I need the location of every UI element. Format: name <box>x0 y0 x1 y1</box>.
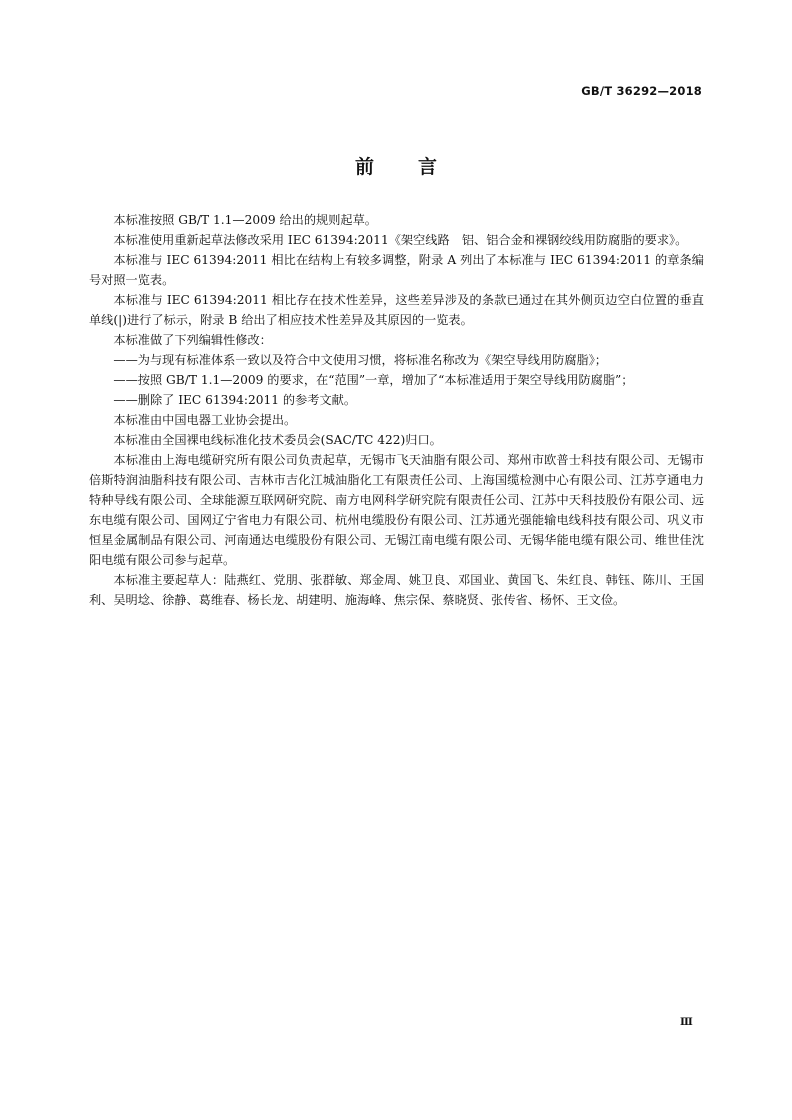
paragraph-editorial-intro: 本标准做了下列编辑性修改： <box>113 333 272 347</box>
standard-code: GB/T 36292—2018 <box>581 84 702 98</box>
foreword-body <box>89 210 704 610</box>
page-title: 前言 <box>354 156 481 178</box>
list-item-editorial-change: ——为与现有标准体系一致以及符合中文使用习惯，将标准名称改为《架空导线用防腐脂》； <box>113 353 607 367</box>
paragraph-committee: 本标准由全国裸电线标准化技术委员会(SAC/TC 422)归口。 <box>113 433 442 447</box>
list-item-editorial-change: ——删除了 IEC 61394:2011 的参考文献。 <box>113 393 357 407</box>
paragraph-drafting-rules: 本标准按照 GB/T 1.1—2009 给出的规则起草。 <box>113 213 377 227</box>
paragraph-drafting-organizations: 本标准由上海电缆研究所有限公司负责起草，无锡市飞天油脂有限公司、郑州市欧普士科技有限公司、无锡市倍斯特润油脂科技有限公司、吉林市吉化江城油脂化工有限责任公司、上海国缆检测中心有限公司、江苏亨通电力特种导线有限公司、全球能源互联网研究院、南方电网科学研究院有限责任公司、江苏中天科技股份有限公司、远东电缆有限公司、国网辽宁省电力有限公司、杭州电缆股份有限公司、江苏通光强能输电线科技有限公司、巩义市恒星金属制品有限公司、河南通达电缆股份有限公司、无锡江南电缆有限公司、无锡华能电缆有限公司、维世佳沈阳电缆有限公司参与起草。 <box>89 453 704 567</box>
page-number: Ⅲ <box>680 1016 693 1028</box>
paragraph-drafters: 本标准主要起草人：陆燕红、党朋、张群敏、郑金周、姚卫良、邓国业、黄国飞、朱红良、韩钰、陈川、王国利、吴明埝、徐静、葛维春、杨长龙、胡建明、施海峰、焦宗保、蔡晓贤、张传省、杨怀、王文俭。 <box>89 573 704 607</box>
paragraph-structure-changes: 本标准与 IEC 61394:2011 相比在结构上有较多调整，附录 A 列出了本标准与 IEC 61394:2011 的章条编号对照一览表。 <box>89 253 704 287</box>
paragraph-technical-differences: 本标准与 IEC 61394:2011 相比存在技术性差异，这些差异涉及的条款已通过在其外侧页边空白位置的垂直单线(|)进行了标示，附录 B 给出了相应技术性差异及其原因的一览表。 <box>89 293 704 327</box>
paragraph-adoption: 本标准使用重新起草法修改采用 IEC 61394:2011《架空线路 铝、铝合金和裸钢绞线用防腐脂的要求》。 <box>113 233 688 247</box>
list-item-editorial-change: ——按照 GB/T 1.1—2009 的要求，在“范围”一章，增加了“本标准适用于架空导线用防腐脂”； <box>113 373 634 387</box>
paragraph-proposed-by: 本标准由中国电器工业协会提出。 <box>113 413 297 427</box>
